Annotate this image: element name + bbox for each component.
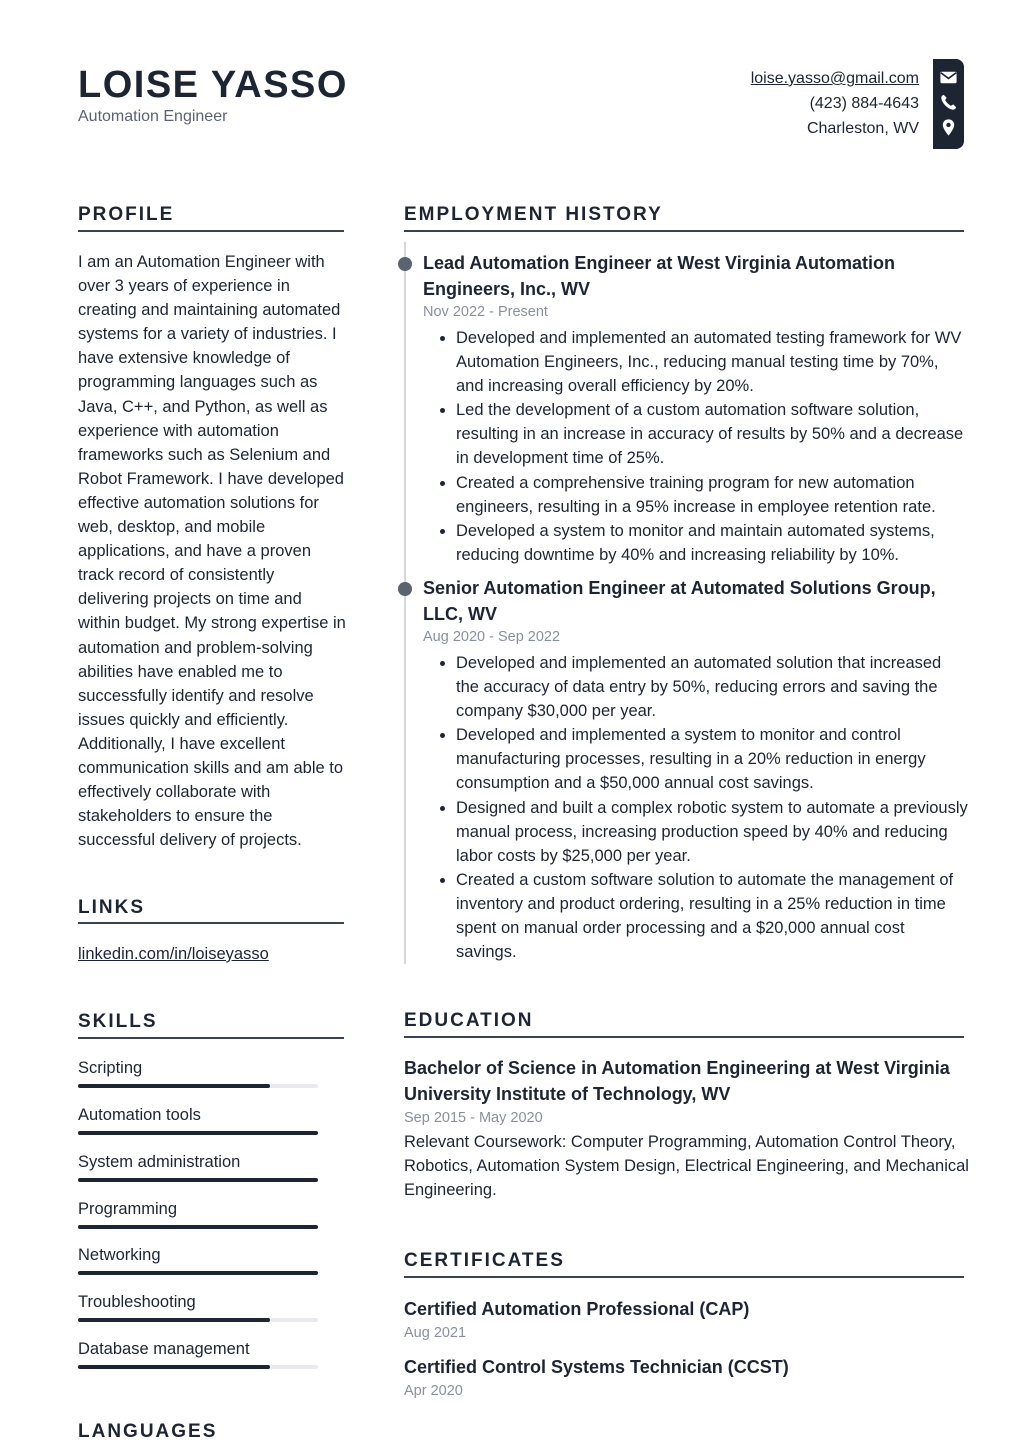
job-bullet: • Created a comprehensive training program for new automation engineers, resulting in a 95% increase in employee retention rate.	[456, 471, 968, 519]
job-title: Lead Automation Engineer at West Virginia Automation Engineers, Inc., WV	[423, 253, 896, 299]
skill-item	[78, 1338, 318, 1378]
candidate-name: LOISE YASSO	[78, 64, 348, 106]
job-bullet: • Developed and implemented an automated testing framework for WV Automation Engineers, Inc., reducing manual testing time by 70%, and increasing overall efficiency by 20%.	[456, 326, 968, 398]
skill-item	[78, 1291, 318, 1331]
location: Charleston, WV	[806, 120, 919, 137]
skill-level-bar	[78, 1318, 318, 1322]
skill-level-bar	[78, 1131, 318, 1135]
skill-level-bar	[78, 1271, 318, 1275]
certificates-divider	[404, 1276, 964, 1278]
job-bullet: • Created a custom software solution to automate the management of inventory and product ordering, resulting in a 25% reduction in time spent on manual order processing and a $20,000 annual cost savings.	[456, 868, 968, 964]
job-bullet: • Developed a system to monitor and maintain automated systems, reducing downtime by 40% and increasing reliability by 10%.	[456, 519, 968, 567]
profile-text: I am an Automation Engineer with over 3 years of experience in creating and maintaining automated systems for a variety of industries. I have extensive knowledge of programming languages such as Java, C++, and Python, as well as experience with automation frameworks such as Selenium and Robot Framework. I have developed effective automation solutions for web, desktop, and mobile applications, and have a proven track record of consistently delivering projects on time and within budget. My strong expertise in automation and problem-solving abilities have enabled me to successfully identify and resolve issues quickly and efficiently. Additionally, I have excellent communication skills and am able to effectively collaborate with stakeholders to ensure the successful delivery of projects.	[78, 253, 346, 850]
job-bullet: • Designed and built a complex robotic system to automate a previously manual process, increasing production speed by 40% and reducing labor costs by $25,000 per year.	[456, 796, 968, 868]
skill-level-bar	[78, 1225, 318, 1229]
skill-item	[78, 1198, 318, 1238]
contact-icon-bar	[933, 59, 964, 149]
skill-item	[78, 1151, 318, 1191]
job-bullet: • Led the development of a custom automation software solution, resulting in an increase in accuracy of results by 50% and a decrease in development time of 25%.	[456, 398, 968, 470]
job-dates: Aug 2020 - Sep 2022	[423, 629, 561, 645]
map-pin-icon	[939, 118, 958, 137]
contact-block	[751, 66, 919, 141]
profile-divider	[78, 230, 344, 232]
skills-heading: SKILLS	[78, 1011, 158, 1032]
phone-number: (423) 884-4643	[809, 95, 919, 112]
languages-heading: LANGUAGES	[78, 1421, 218, 1442]
job-bullet: • Developed and implemented a system to monitor and control manufacturing processes, resulting in a 20% reduction in energy consumption and a $50,000 annual cost savings.	[456, 723, 968, 795]
skill-item	[78, 1104, 318, 1144]
skill-name: Networking	[78, 1246, 161, 1264]
skill-level-bar	[78, 1178, 318, 1182]
linkedin-link[interactable]: linkedin.com/in/loiseyasso	[78, 945, 269, 963]
job-bullets	[423, 651, 968, 964]
skill-name: Troubleshooting	[78, 1293, 196, 1311]
skill-item	[78, 1244, 318, 1284]
certificate-entry	[404, 1296, 969, 1344]
profile-heading: PROFILE	[78, 204, 175, 225]
job-title: Senior Automation Engineer at Automated Solutions Group, LLC, WV	[423, 578, 936, 624]
email-link[interactable]: loise.yasso@gmail.com	[750, 70, 919, 87]
skill-name: System administration	[78, 1153, 241, 1171]
employment-heading: EMPLOYMENT HISTORY	[404, 204, 663, 225]
certificate-date: Aug 2021	[404, 1325, 467, 1341]
links-heading: LINKS	[78, 897, 145, 918]
links-divider	[78, 922, 344, 924]
education-heading: EDUCATION	[404, 1010, 534, 1031]
certificate-entry	[404, 1354, 969, 1402]
skill-name: Automation tools	[78, 1106, 201, 1124]
skill-item	[78, 1057, 318, 1097]
certificate-date: Apr 2020	[404, 1383, 463, 1399]
envelope-icon	[939, 68, 958, 87]
skills-divider	[78, 1037, 344, 1039]
education-entry	[404, 1055, 969, 1202]
skill-name: Scripting	[78, 1059, 143, 1077]
skill-level-bar	[78, 1084, 318, 1088]
phone-icon	[939, 93, 958, 112]
job-bullets	[423, 326, 968, 567]
job-entry	[423, 575, 968, 964]
education-divider	[404, 1036, 964, 1038]
certificate-name: Certified Control Systems Technician (CCST)	[404, 1357, 789, 1377]
timeline-line	[404, 242, 406, 964]
timeline-dot	[398, 582, 412, 596]
education-description: Relevant Coursework: Computer Programming, Automation Control Theory, Robotics, Automation System Design, Electrical Engineering, and Mechanical Engineering.	[404, 1133, 969, 1200]
employment-divider	[404, 230, 964, 232]
timeline-dot	[398, 257, 412, 271]
education-dates: Sep 2015 - May 2020	[404, 1110, 543, 1126]
certificates-heading: CERTIFICATES	[404, 1250, 565, 1271]
skill-level-bar	[78, 1365, 318, 1369]
skill-name: Programming	[78, 1200, 178, 1218]
job-entry	[423, 250, 968, 567]
certificate-name: Certified Automation Professional (CAP)	[404, 1299, 750, 1319]
education-title: Bachelor of Science in Automation Engineering at West Virginia University Institute of Technology, WV	[404, 1058, 950, 1104]
job-dates: Nov 2022 - Present	[423, 304, 548, 320]
job-bullet: • Developed and implemented an automated solution that increased the accuracy of data entry by 50%, reducing errors and saving the company $30,000 per year.	[456, 651, 968, 723]
skill-name: Database management	[78, 1340, 250, 1358]
candidate-title: Automation Engineer	[78, 108, 228, 125]
